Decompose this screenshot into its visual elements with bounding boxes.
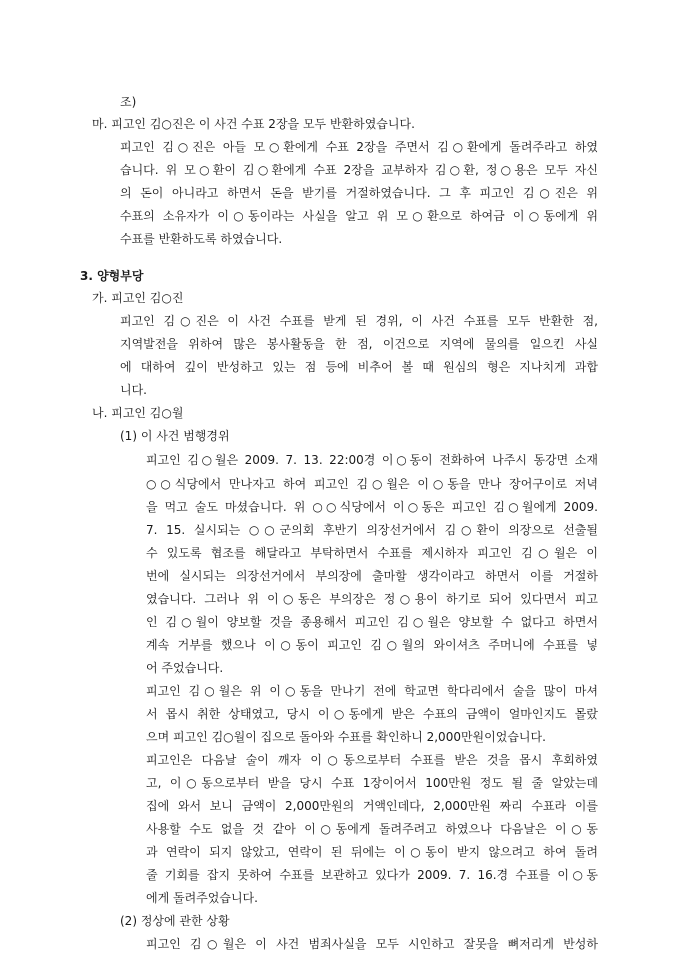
paragraph-line: 피고인 김○월은 위 이○동을 만나기 전에 학교면 학다리에서 술을 많이 마셔 xyxy=(146,684,598,698)
paragraph-line: 습니다. 위 모○환이 김○환에게 수표 2장을 교부하자 김○환, 정○용은 모두 자신 xyxy=(120,163,598,177)
paragraph-line: 서 몹시 취한 상태였고, 당시 이○동에게 받은 수표의 금액이 얼마인지도 몰랐 xyxy=(146,707,598,721)
paragraph-line: 피고인은 다음날 술이 깨자 이○동으로부터 수표를 받은 것을 몹시 후회하였 xyxy=(146,753,598,767)
item-ma-heading-text: 피고인 김○진은 이 사건 수표 2장을 모두 반환하였습니다. xyxy=(111,117,415,131)
continued-text: 조) xyxy=(120,95,137,109)
paragraph-line: 였습니다. 그러나 위 이○동은 부의장은 정○용이 하기로 되어 있다면서 피고 xyxy=(146,592,598,606)
paragraph-line: 어 주었습니다. xyxy=(146,661,224,675)
paragraph-line: 피고인 김○월은 이 사건 범죄사실을 모두 시인하고 잘못을 뼈저리게 반성하 xyxy=(146,937,598,951)
sub-1-heading: (1) 이 사건 범행경위 xyxy=(120,429,230,443)
paragraph-line: 계속 거부를 했으나 이○동이 피고인 김○월의 와이셔츠 주머니에 수표를 넣 xyxy=(146,638,598,652)
paragraph-line: 7. 15. 실시되는 ○○군의회 후반기 의장선거에서 김○환이 의장으로 선출될 xyxy=(146,523,598,537)
paragraph-line: 피고인 김○진은 아들 모○환에게 수표 2장을 주면서 김○환에게 돌려주라고 하였 xyxy=(120,140,598,154)
paragraph-line: 피고인 김○진은 이 사건 수표를 받게 된 경위, 이 사건 수표를 모두 반환한 점, xyxy=(120,314,598,328)
item-na-heading: 나. 피고인 김○월 xyxy=(92,406,184,420)
section-3-heading: 3. 양형부당 xyxy=(80,269,144,283)
sub-2-heading: (2) 정상에 관한 상황 xyxy=(120,914,230,928)
paragraph-line: 에게 돌려주었습니다. xyxy=(146,891,258,905)
paragraph-line: 인 김○월이 양보할 것을 종용해서 피고인 김○월은 양보할 수 없다고 하면서 xyxy=(146,615,598,629)
paragraph-line: 줄 기회를 잡지 못하여 수표를 보관하고 있다가 2009. 7. 16.경 수표를 이○동 xyxy=(146,868,598,882)
item-ga-heading: 가. 피고인 김○진 xyxy=(92,291,184,305)
paragraph-line: 에 대하여 깊이 반성하고 있는 점 등에 비추어 볼 때 원심의 형은 지나치게 과합 xyxy=(120,360,598,374)
paragraph-line: 과 연락이 되지 않았고, 연락이 된 뒤에는 이○동이 받지 않으려고 하여 돌려 xyxy=(146,845,598,859)
paragraph-line: 을 먹고 술도 마셨습니다. 위 ○○식당에서 이○동은 피고인 김○월에게 2009. xyxy=(146,500,598,514)
item-ma-heading xyxy=(92,116,415,132)
paragraph-line: 수 있도록 협조를 해달라고 부탁하면서 수표를 제시하자 피고인 김○월은 이 xyxy=(146,546,598,560)
paragraph-line: 고, 이○동으로부터 받을 당시 수표 1장이어서 100만원 정도 될 줄 알았는데 xyxy=(146,776,598,790)
paragraph-line: 집에 와서 보니 금액이 2,000만원의 거액인데다, 2,000만원 짜리 수표라 이를 xyxy=(146,799,598,813)
paragraph-line: 수표를 반환하도록 하였습니다. xyxy=(120,232,283,246)
paragraph-line: ○○식당에서 만나자고 하여 피고인 김○월은 이○동을 만나 장어구이로 저녁 xyxy=(146,477,598,491)
paragraph-line: 으며 피고인 김○월이 집으로 돌아와 수표를 확인하니 2,000만원이었습니다. xyxy=(146,730,546,744)
paragraph-line: 의 돈이 아니라고 하면서 돈을 받기를 거절하였습니다. 그 후 피고인 김○진은 위 xyxy=(120,186,598,200)
paragraph-line: 수표의 소유자가 이○동이라는 사실을 알고 위 모○환으로 하여금 이○동에게 위 xyxy=(120,209,598,223)
paragraph-line: 피고인 김○월은 2009. 7. 13. 22:00경 이○동이 전화하여 나주시 동강면 소재 xyxy=(146,453,598,467)
paragraph-line: 지역발전을 위하여 많은 봉사활동을 한 점, 이건으로 지역에 물의를 일으킨 사실 xyxy=(120,337,598,351)
paragraph-line: 사용할 수도 없을 것 같아 이○동에게 돌려주려고 하였으나 다음날은 이○동 xyxy=(146,822,598,836)
item-ma-marker: 마. xyxy=(92,117,108,131)
paragraph-line: 니다. xyxy=(120,383,147,397)
paragraph-line: 번에 실시되는 의장선거에서 부의장에 출마할 생각이라고 하면서 이를 거절하 xyxy=(146,569,598,583)
